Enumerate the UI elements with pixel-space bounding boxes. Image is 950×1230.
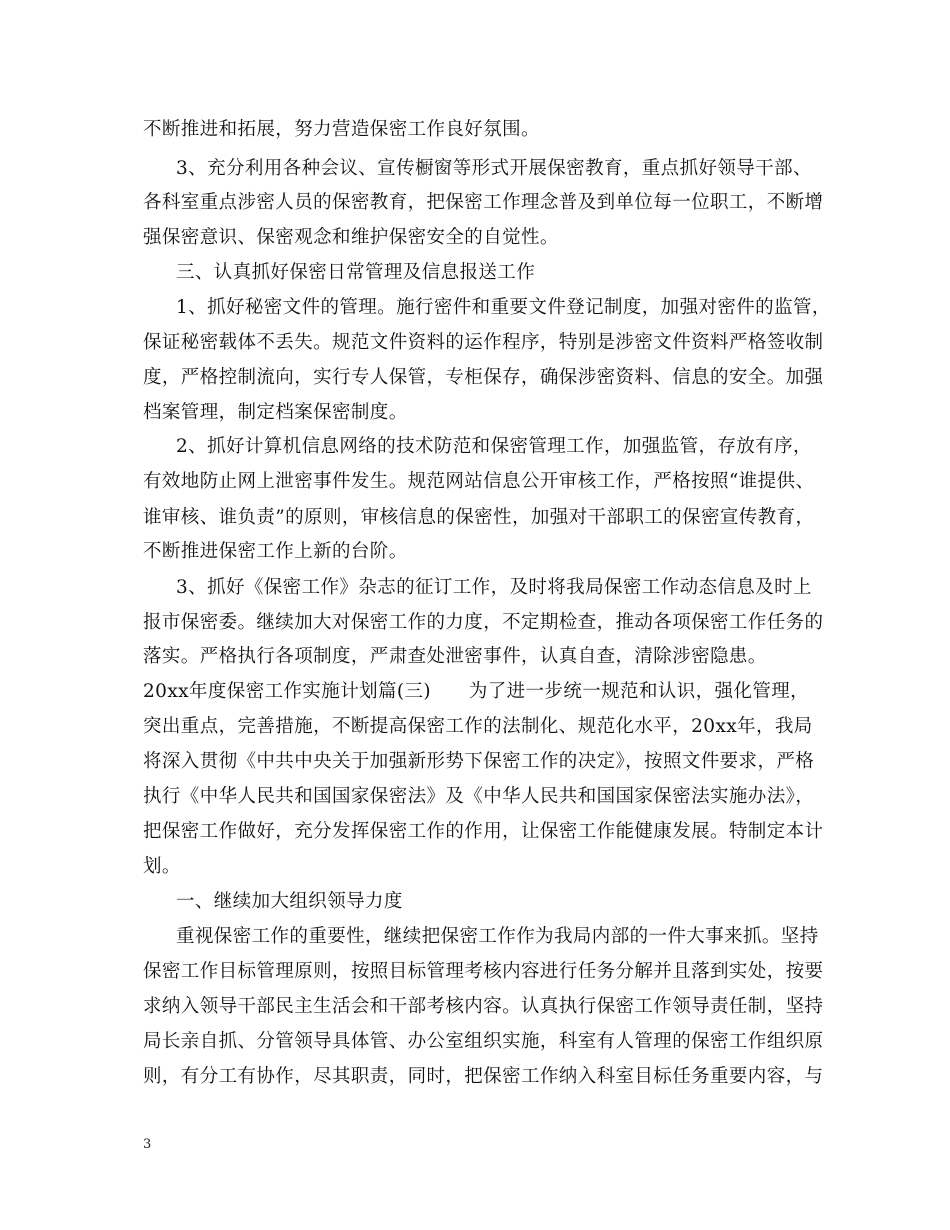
text-line: 局长亲自抓、分管领导具体管、办公室组织实施，科室有人管理的保密工作组织原 xyxy=(143,1031,824,1052)
text-line: 档案管理，制定档案保密制度。 xyxy=(143,402,408,423)
text-line: 落实。严格执行各项制度，严肃查处泄密事件，认真自查，清除涉密隐患。 xyxy=(143,646,767,667)
text-line: 1、抓好秘密文件的管理。施行密件和重要文件登记制度，加强对密件的监管， xyxy=(176,297,831,318)
text-line: 把保密工作做好，充分发挥保密工作的作用，让保密工作能健康发展。特制定本计 xyxy=(143,821,824,842)
text-line: 则，有分工有协作，尽其职责，同时，把保密工作纳入科室目标任务重要内容，与 xyxy=(143,1066,824,1087)
text-line: 强保密意识、保密观念和维护保密安全的自觉性。 xyxy=(143,227,559,248)
text-line: 有效地防止网上泄密事件发生。规范网站信息公开审核工作，严格按照“谁提供、 xyxy=(143,471,815,492)
text-line: 重视保密工作的重要性，继续把保密工作作为我局内部的一件大事来抓。坚持 xyxy=(176,926,819,947)
text-line: 保证秘密载体不丢失。规范文件资料的运作程序，特别是涉密文件资料严格签收制 xyxy=(143,332,824,353)
text-line: 3、充分利用各种会议、宣传橱窗等形式开展保密教育，重点抓好领导干部、 xyxy=(176,158,812,179)
text-line: 报市保密委。继续加大对保密工作的力度，不定期检查，推动各项保密工作任务的 xyxy=(143,612,824,633)
text-line: 求纳入领导干部民主生活会和干部考核内容。认真执行保密工作领导责任制，坚持 xyxy=(143,996,824,1017)
text-line: 不断推进和拓展，努力营造保密工作良好氛围。 xyxy=(143,119,540,140)
text-line: 保密工作目标管理原则，按照目标管理考核内容进行任务分解并且落到实处，按要 xyxy=(143,961,824,982)
section-heading: 一、继续加大组织领导力度 xyxy=(176,891,403,912)
text-line: 各科室重点涉密人员的保密教育，把保密工作理念普及到单位每一位职工，不断增 xyxy=(143,192,824,213)
page-number: 3 xyxy=(143,1137,152,1152)
text-line: 2、抓好计算机信息网络的技术防范和保密管理工作，加强监管，存放有序， xyxy=(176,436,812,457)
text-line: 3、抓好《保密工作》杂志的征订工作，及时将我局保密工作动态信息及时上 xyxy=(176,577,812,598)
text-line: 将深入贯彻《中共中央关于加强新形势下保密工作的决定》，按照文件要求，严格 xyxy=(143,751,815,772)
text-line: 度，严格控制流向，实行专人保管，专柜保存，确保涉密资料、信息的安全。加强 xyxy=(143,367,824,388)
text-line: 谁审核、谁负责”的原则，审核信息的保密性，加强对干部职工的保密宣传教育， xyxy=(143,507,815,528)
section-heading: 三、认真抓好保密日常管理及信息报送工作 xyxy=(176,262,536,283)
text-line: 突出重点，完善措施，不断提高保密工作的法制化、规范化水平，20xx年，我局 xyxy=(143,716,813,737)
text-line: 20xx年度保密工作实施计划篇(三) 为了进一步统一规范和认识，强化管理， xyxy=(143,681,810,702)
text-line: 执行《中华人民共和国国家保密法》及《中华人民共和国国家保密法实施办法》， xyxy=(143,786,815,807)
text-line: 划。 xyxy=(143,856,181,877)
text-line: 不断推进保密工作上新的台阶。 xyxy=(143,541,408,562)
